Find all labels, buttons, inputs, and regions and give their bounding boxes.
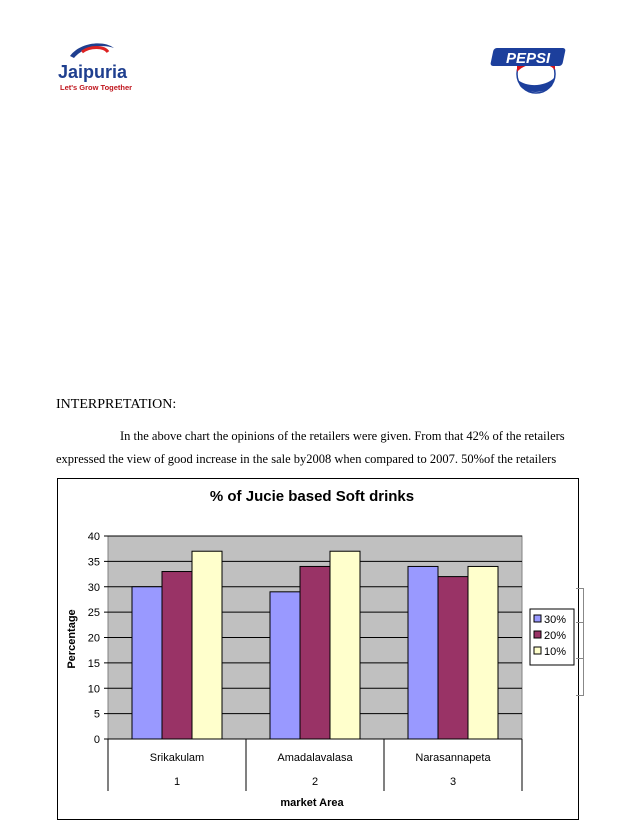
side-frame-divider — [576, 622, 583, 623]
y-tick-label: 0 — [93, 734, 100, 746]
bar-20pct-srikakulam — [162, 572, 192, 739]
x-category-label: Amadalavalasa — [277, 752, 353, 764]
legend-label: 10% — [544, 646, 567, 658]
side-frame-divider — [576, 658, 583, 659]
x-category-number: 1 — [173, 776, 181, 788]
bar-20pct-narasannapeta — [438, 577, 468, 739]
chart-title: % of Jucie based Soft drinks — [209, 488, 415, 505]
bar-30pct-narasannapeta — [408, 566, 438, 739]
chart-container — [57, 478, 579, 820]
y-tick-label: 40 — [87, 531, 100, 543]
y-tick-label: 20 — [87, 632, 100, 645]
bar-30pct-srikakulam — [132, 587, 162, 739]
legend-swatch — [534, 631, 541, 638]
bar-10pct-amadalavalasa — [330, 551, 360, 739]
y-axis-title: Percentage — [66, 609, 78, 669]
side-frame-decoration — [576, 588, 584, 696]
legend-swatch — [534, 647, 541, 654]
interpretation-heading: INTERPRETATION: — [56, 397, 177, 412]
bar-30pct-amadalavalasa — [270, 592, 300, 739]
interpretation-paragraph-line-2: expressed the view of good increase in the sale by2008 when compared to 2007. 50%of the retailers — [56, 452, 557, 466]
x-axis-title: market Area — [280, 797, 344, 809]
x-category-label: Narasannapeta — [415, 752, 491, 764]
jaipuria-logo — [52, 40, 132, 96]
y-tick-label: 15 — [87, 657, 100, 670]
x-category-label: Srikakulam — [149, 752, 205, 764]
jaipuria-logo-text: Jaipuria — [58, 62, 128, 82]
bar-10pct-srikakulam — [192, 551, 222, 739]
pepsi-logo — [486, 38, 572, 96]
y-tick-label: 35 — [87, 556, 100, 569]
pepsi-logo-text: PEPSI — [506, 50, 551, 67]
legend-label: 30% — [544, 614, 567, 626]
legend-swatch — [534, 615, 541, 622]
y-tick-label: 30 — [87, 581, 100, 594]
x-category-number: 2 — [311, 776, 319, 788]
y-tick-label: 10 — [87, 683, 100, 696]
y-tick-label: 5 — [93, 708, 100, 721]
legend-label: 20% — [544, 630, 567, 642]
interpretation-paragraph-line-1: In the above chart the opinions of the retailers were given. From that 42% of the retailers — [120, 429, 565, 443]
bar-chart — [58, 479, 578, 819]
y-tick-label: 25 — [87, 607, 100, 620]
x-category-number: 3 — [449, 776, 457, 788]
jaipuria-tagline: Let's Grow Together — [60, 83, 132, 92]
bar-10pct-narasannapeta — [468, 566, 498, 739]
bar-20pct-amadalavalasa — [300, 566, 330, 739]
